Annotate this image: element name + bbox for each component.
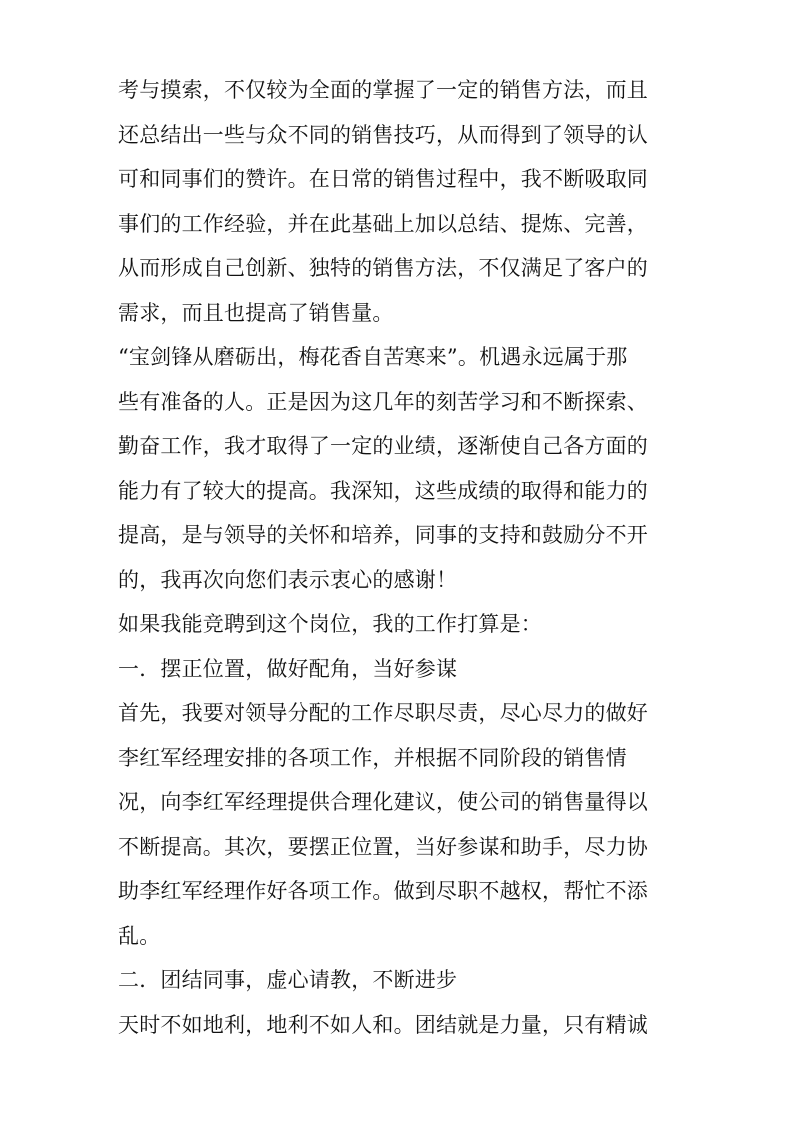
text-line: “宝剑锋从磨砺出，梅花香自苦寒来”。机遇永远属于那 <box>118 345 628 369</box>
text-line: 还总结出一些与众不同的销售技巧，从而得到了领导的认 <box>118 122 648 147</box>
text-line: 天时不如地利，地利不如人和。团结就是力量，只有精诚 <box>118 1012 648 1037</box>
section-heading: 一．摆正位置，做好配角，当好参谋 <box>118 656 458 681</box>
text-line: 可和同事们的赞许。在日常的销售过程中，我不断吸取同 <box>118 167 648 191</box>
text-line: 考与摸索，不仅较为全面的掌握了一定的销售方法，而且 <box>118 78 648 102</box>
text-line: 能力有了较大的提高。我深知，这些成绩的取得和能力的 <box>118 478 648 503</box>
text-line: 提高，是与领导的关怀和培养，同事的支持和鼓励分不开 <box>118 523 648 547</box>
text-line: 首先，我要对领导分配的工作尽职尽责，尽心尽力的做好 <box>118 701 648 725</box>
body-text <box>118 68 658 1047</box>
text-line: 况，向李红军经理提供合理化建议，使公司的销售量得以 <box>118 790 648 814</box>
text-line: 的，我再次向您们表示衷心的感谢！ <box>118 567 458 592</box>
text-line: 李红军经理安排的各项工作，并根据不同阶段的销售情 <box>118 745 627 770</box>
text-line: 如果我能竞聘到这个岗位，我的工作打算是： <box>118 612 542 636</box>
text-line: 不断提高。其次，要摆正位置，当好参谋和助手，尽力协 <box>118 834 648 859</box>
text-line: 助李红军经理作好各项工作。做到尽职不越权，帮忙不添 <box>118 879 648 903</box>
text-line: 需求，而且也提高了销售量。 <box>118 300 394 325</box>
text-line: 些有准备的人。正是因为这几年的刻苦学习和不断探索、 <box>118 389 648 414</box>
text-line: 事们的工作经验，并在此基础上加以总结、提炼、完善， <box>118 211 648 236</box>
text-line: 勤奋工作，我才取得了一定的业绩，逐渐使自己各方面的 <box>118 434 648 458</box>
section-heading: 二．团结同事，虚心请教，不断进步 <box>118 968 458 992</box>
text-line: 从而形成自己创新、独特的销售方法，不仅满足了客户的 <box>118 256 648 280</box>
text-line: 乱。 <box>118 923 161 948</box>
